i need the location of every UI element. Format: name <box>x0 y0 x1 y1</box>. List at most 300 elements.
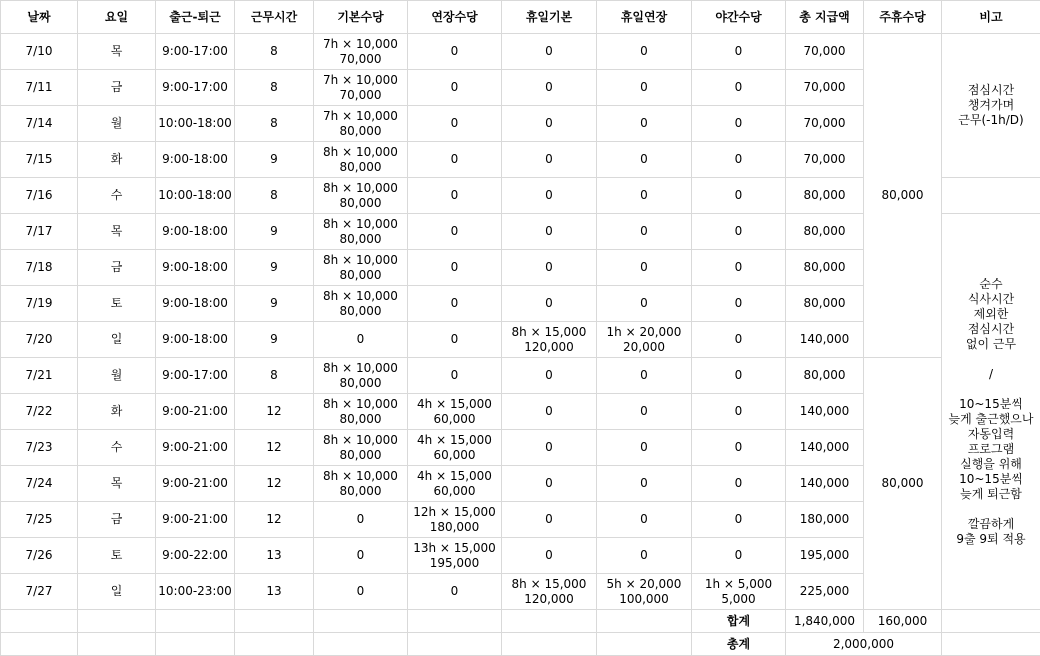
work-hours-cell[interactable] <box>235 502 314 538</box>
empty-cell[interactable] <box>1 610 78 633</box>
basic-pay-cell[interactable] <box>314 106 408 142</box>
date-cell[interactable] <box>1 466 78 502</box>
empty-cell[interactable] <box>78 610 156 633</box>
holiday-basic-cell[interactable] <box>502 574 597 610</box>
cell-text: 0 <box>408 584 501 599</box>
basic-pay-cell[interactable] <box>314 286 408 322</box>
cell-text: 0 <box>408 224 501 239</box>
cell-text: 0 <box>502 548 596 563</box>
night-pay-cell[interactable] <box>692 430 786 466</box>
empty-cell[interactable] <box>502 610 597 633</box>
cell-text: 7/15 <box>1 152 77 167</box>
cell-text: 제외한 <box>942 307 1040 322</box>
date-cell[interactable] <box>1 502 78 538</box>
empty-cell[interactable] <box>408 633 502 656</box>
holiday-basic-cell[interactable] <box>502 250 597 286</box>
cell-text: 0 <box>408 260 501 275</box>
note-cell-main[interactable] <box>942 214 1040 610</box>
work-time-cell[interactable] <box>156 106 235 142</box>
cell-text: 1h × 20,000 <box>597 325 691 340</box>
overtime-pay-cell[interactable] <box>408 322 502 358</box>
cell-text <box>942 502 1040 517</box>
holiday-overtime-cell[interactable] <box>597 34 692 70</box>
holiday-basic-cell[interactable] <box>502 358 597 394</box>
date-cell[interactable] <box>1 142 78 178</box>
holiday-basic-cell[interactable] <box>502 178 597 214</box>
empty-cell[interactable] <box>408 610 502 633</box>
work-hours-cell[interactable] <box>235 394 314 430</box>
cell-text: 70,000 <box>786 152 863 167</box>
weekly-allowance-cell[interactable] <box>864 34 942 358</box>
total-pay-cell[interactable] <box>786 214 864 250</box>
cell-text: 0 <box>314 548 407 563</box>
cell-text: 8h × 10,000 <box>314 469 407 484</box>
basic-pay-cell[interactable] <box>314 214 408 250</box>
cell-text: 7/21 <box>1 368 77 383</box>
holiday-overtime-cell[interactable] <box>597 502 692 538</box>
night-pay-cell[interactable] <box>692 106 786 142</box>
cell-text: 7h × 10,000 <box>314 109 407 124</box>
cell-text: 0 <box>502 188 596 203</box>
cell-text: 0 <box>502 224 596 239</box>
holiday-basic-cell[interactable] <box>502 286 597 322</box>
cell-text: 120,000 <box>502 340 596 355</box>
holiday-basic-cell[interactable] <box>502 34 597 70</box>
cell-text: 0 <box>597 260 691 275</box>
night-pay-cell[interactable] <box>692 394 786 430</box>
total-pay-cell[interactable] <box>786 34 864 70</box>
cell-text: 10~15분씩 <box>942 472 1040 487</box>
day-cell[interactable] <box>78 466 156 502</box>
night-pay-cell[interactable] <box>692 34 786 70</box>
empty-cell[interactable] <box>942 633 1040 656</box>
night-pay-cell[interactable] <box>692 574 786 610</box>
basic-pay-cell[interactable] <box>314 466 408 502</box>
empty-cell[interactable] <box>235 610 314 633</box>
header-cell[interactable]: 휴일기본 <box>502 1 597 34</box>
cell-text: 7/27 <box>1 584 77 599</box>
holiday-overtime-cell[interactable] <box>597 538 692 574</box>
subtotal-weekly[interactable] <box>864 610 942 633</box>
subtotal-total[interactable] <box>786 610 864 633</box>
cell-text: 0 <box>692 44 785 59</box>
holiday-overtime-cell[interactable] <box>597 430 692 466</box>
date-cell[interactable] <box>1 178 78 214</box>
total-pay-cell[interactable] <box>786 430 864 466</box>
cell-text: 목 <box>78 224 155 239</box>
cell-text: 80,000 <box>314 160 407 175</box>
work-hours-cell[interactable] <box>235 358 314 394</box>
day-cell[interactable] <box>78 358 156 394</box>
day-cell[interactable] <box>78 106 156 142</box>
cell-text <box>942 352 1040 367</box>
day-cell[interactable] <box>78 286 156 322</box>
header-cell[interactable]: 기본수당 <box>314 1 408 34</box>
total-pay-cell[interactable] <box>786 358 864 394</box>
basic-pay-cell[interactable] <box>314 358 408 394</box>
cell-text: 5,000 <box>692 592 785 607</box>
holiday-overtime-cell[interactable] <box>597 106 692 142</box>
holiday-overtime-cell[interactable] <box>597 70 692 106</box>
cell-text: 8 <box>235 188 313 203</box>
holiday-basic-cell[interactable] <box>502 502 597 538</box>
date-cell[interactable] <box>1 322 78 358</box>
overtime-pay-cell[interactable] <box>408 142 502 178</box>
cell-text: 0 <box>502 260 596 275</box>
night-pay-cell[interactable] <box>692 322 786 358</box>
work-hours-cell[interactable] <box>235 106 314 142</box>
cell-text: 0 <box>692 440 785 455</box>
cell-text: 0 <box>692 116 785 131</box>
cell-text: 0 <box>692 152 785 167</box>
cell-text: 12 <box>235 476 313 491</box>
date-cell[interactable] <box>1 250 78 286</box>
cell-text: 8h × 10,000 <box>314 433 407 448</box>
note-cell-empty[interactable] <box>942 178 1040 214</box>
holiday-overtime-cell[interactable] <box>597 250 692 286</box>
cell-text: 80,000 <box>864 188 941 203</box>
overtime-pay-cell[interactable] <box>408 178 502 214</box>
cell-text: 70,000 <box>786 44 863 59</box>
overtime-pay-cell[interactable] <box>408 538 502 574</box>
cell-text: 순수 <box>942 277 1040 292</box>
cell-text: 1,840,000 <box>786 614 863 629</box>
total-pay-cell[interactable] <box>786 322 864 358</box>
cell-text: 없이 근무 <box>942 337 1040 352</box>
work-hours-cell[interactable] <box>235 322 314 358</box>
basic-pay-cell[interactable] <box>314 178 408 214</box>
cell-text: 70,000 <box>786 80 863 95</box>
cell-text: 8h × 10,000 <box>314 289 407 304</box>
cell-text: 0 <box>597 44 691 59</box>
holiday-basic-cell[interactable] <box>502 466 597 502</box>
cell-text: 늦게 출근했으나 <box>942 412 1040 427</box>
work-time-cell[interactable] <box>156 358 235 394</box>
overtime-pay-cell[interactable] <box>408 106 502 142</box>
date-cell[interactable] <box>1 70 78 106</box>
cell-text: 9:00-18:00 <box>156 152 234 167</box>
cell-text: 140,000 <box>786 476 863 491</box>
work-hours-cell[interactable] <box>235 214 314 250</box>
cell-text: 9:00-18:00 <box>156 260 234 275</box>
overtime-pay-cell[interactable] <box>408 394 502 430</box>
cell-text: 80,000 <box>314 304 407 319</box>
date-cell[interactable] <box>1 286 78 322</box>
total-pay-cell[interactable] <box>786 574 864 610</box>
night-pay-cell[interactable] <box>692 250 786 286</box>
total-pay-cell[interactable] <box>786 142 864 178</box>
work-time-cell[interactable] <box>156 394 235 430</box>
header-cell[interactable]: 요일 <box>78 1 156 34</box>
basic-pay-cell[interactable] <box>314 322 408 358</box>
total-pay-cell[interactable] <box>786 502 864 538</box>
cell-text: 0 <box>502 512 596 527</box>
holiday-overtime-cell[interactable] <box>597 322 692 358</box>
day-cell[interactable] <box>78 574 156 610</box>
holiday-basic-cell[interactable] <box>502 106 597 142</box>
work-time-cell[interactable] <box>156 286 235 322</box>
cell-text: 9:00-21:00 <box>156 404 234 419</box>
holiday-basic-cell[interactable] <box>502 430 597 466</box>
night-pay-cell[interactable] <box>692 358 786 394</box>
basic-pay-cell[interactable] <box>314 394 408 430</box>
empty-cell[interactable] <box>156 610 235 633</box>
work-hours-cell[interactable] <box>235 250 314 286</box>
cell-text: 12 <box>235 440 313 455</box>
cell-text: 0 <box>314 332 407 347</box>
cell-text <box>942 382 1040 397</box>
cell-text: 8h × 10,000 <box>314 217 407 232</box>
cell-text: 0 <box>692 404 785 419</box>
cell-text: 13 <box>235 548 313 563</box>
cell-text: 80,000 <box>314 124 407 139</box>
cell-text: 7/24 <box>1 476 77 491</box>
basic-pay-cell[interactable] <box>314 142 408 178</box>
day-cell[interactable] <box>78 34 156 70</box>
holiday-overtime-cell[interactable] <box>597 214 692 250</box>
night-pay-cell[interactable] <box>692 142 786 178</box>
work-time-cell[interactable] <box>156 214 235 250</box>
header-cell[interactable]: 연장수당 <box>408 1 502 34</box>
basic-pay-cell[interactable] <box>314 574 408 610</box>
work-time-cell[interactable] <box>156 322 235 358</box>
work-hours-cell[interactable] <box>235 466 314 502</box>
overtime-pay-cell[interactable] <box>408 250 502 286</box>
holiday-basic-cell[interactable] <box>502 322 597 358</box>
work-time-cell[interactable] <box>156 466 235 502</box>
cell-text: 140,000 <box>786 440 863 455</box>
date-cell[interactable] <box>1 34 78 70</box>
cell-text: 0 <box>692 476 785 491</box>
cell-text: 80,000 <box>314 268 407 283</box>
overtime-pay-cell[interactable] <box>408 466 502 502</box>
day-cell[interactable] <box>78 178 156 214</box>
cell-text: 80,000 <box>314 448 407 463</box>
cell-text: 8 <box>235 44 313 59</box>
note-cell-lunch[interactable] <box>942 34 1040 178</box>
day-cell[interactable] <box>78 430 156 466</box>
work-hours-cell[interactable] <box>235 286 314 322</box>
cell-text: 9:00-18:00 <box>156 332 234 347</box>
night-pay-cell[interactable] <box>692 178 786 214</box>
cell-text: 깔끔하게 <box>942 517 1040 532</box>
date-cell[interactable] <box>1 214 78 250</box>
date-cell[interactable] <box>1 394 78 430</box>
day-cell[interactable] <box>78 322 156 358</box>
night-pay-cell[interactable] <box>692 466 786 502</box>
work-time-cell[interactable] <box>156 250 235 286</box>
day-cell[interactable] <box>78 142 156 178</box>
header-cell[interactable]: 비고 <box>942 1 1040 34</box>
basic-pay-cell[interactable] <box>314 430 408 466</box>
cell-text: 4h × 15,000 <box>408 397 501 412</box>
holiday-overtime-cell[interactable] <box>597 178 692 214</box>
weekly-allowance-cell[interactable] <box>864 358 942 610</box>
header-cell[interactable]: 총 지급액 <box>786 1 864 34</box>
cell-text: 60,000 <box>408 448 501 463</box>
grand-total-label[interactable] <box>692 633 786 656</box>
overtime-pay-cell[interactable] <box>408 70 502 106</box>
empty-cell[interactable] <box>502 633 597 656</box>
cell-text: 70,000 <box>314 88 407 103</box>
holiday-basic-cell[interactable] <box>502 214 597 250</box>
cell-text: 80,000 <box>786 368 863 383</box>
overtime-pay-cell[interactable] <box>408 502 502 538</box>
cell-text: 60,000 <box>408 484 501 499</box>
work-hours-cell[interactable] <box>235 70 314 106</box>
work-time-cell[interactable] <box>156 178 235 214</box>
overtime-pay-cell[interactable] <box>408 214 502 250</box>
holiday-basic-cell[interactable] <box>502 70 597 106</box>
holiday-overtime-cell[interactable] <box>597 286 692 322</box>
cell-text: 0 <box>597 476 691 491</box>
cell-text: 80,000 <box>314 376 407 391</box>
holiday-overtime-cell[interactable] <box>597 574 692 610</box>
holiday-basic-cell[interactable] <box>502 142 597 178</box>
cell-text: 9:00-17:00 <box>156 44 234 59</box>
empty-cell[interactable] <box>78 633 156 656</box>
day-cell[interactable] <box>78 502 156 538</box>
cell-text: 늦게 퇴근함 <box>942 487 1040 502</box>
work-hours-cell[interactable] <box>235 538 314 574</box>
work-time-cell[interactable] <box>156 430 235 466</box>
cell-text: 0 <box>597 80 691 95</box>
total-pay-cell[interactable] <box>786 394 864 430</box>
date-cell[interactable] <box>1 106 78 142</box>
day-cell[interactable] <box>78 70 156 106</box>
day-cell[interactable] <box>78 214 156 250</box>
work-time-cell[interactable] <box>156 70 235 106</box>
subtotal-label[interactable] <box>692 610 786 633</box>
basic-pay-cell[interactable] <box>314 250 408 286</box>
header-cell[interactable]: 근무시간 <box>235 1 314 34</box>
empty-cell[interactable] <box>597 610 692 633</box>
holiday-overtime-cell[interactable] <box>597 358 692 394</box>
date-cell[interactable] <box>1 574 78 610</box>
holiday-overtime-cell[interactable] <box>597 466 692 502</box>
empty-cell[interactable] <box>1 633 78 656</box>
cell-text: 7/19 <box>1 296 77 311</box>
empty-cell[interactable] <box>942 610 1040 633</box>
header-cell[interactable]: 주휴수당 <box>864 1 942 34</box>
cell-text: 화 <box>78 404 155 419</box>
cell-text: 0 <box>597 512 691 527</box>
basic-pay-cell[interactable] <box>314 70 408 106</box>
work-hours-cell[interactable] <box>235 142 314 178</box>
total-pay-cell[interactable] <box>786 538 864 574</box>
subtotal-row <box>1 610 1040 633</box>
header-cell[interactable]: 출근-퇴근 <box>156 1 235 34</box>
cell-text: 180,000 <box>408 520 501 535</box>
overtime-pay-cell[interactable] <box>408 34 502 70</box>
night-pay-cell[interactable] <box>692 538 786 574</box>
date-cell[interactable] <box>1 358 78 394</box>
total-pay-cell[interactable] <box>786 286 864 322</box>
header-cell[interactable]: 날짜 <box>1 1 78 34</box>
cell-text: 0 <box>692 368 785 383</box>
cell-text: 7/14 <box>1 116 77 131</box>
cell-text: 8h × 10,000 <box>314 253 407 268</box>
total-pay-cell[interactable] <box>786 466 864 502</box>
work-hours-cell[interactable] <box>235 574 314 610</box>
holiday-overtime-cell[interactable] <box>597 394 692 430</box>
overtime-pay-cell[interactable] <box>408 430 502 466</box>
cell-text: 80,000 <box>314 232 407 247</box>
cell-text: 일 <box>78 332 155 347</box>
total-pay-cell[interactable] <box>786 250 864 286</box>
cell-text: 식사시간 <box>942 292 1040 307</box>
cell-text: 점심시간 <box>942 322 1040 337</box>
cell-text: 10:00-23:00 <box>156 584 234 599</box>
work-hours-cell[interactable] <box>235 178 314 214</box>
date-cell[interactable] <box>1 538 78 574</box>
work-time-cell[interactable] <box>156 574 235 610</box>
cell-text: 7/20 <box>1 332 77 347</box>
basic-pay-cell[interactable] <box>314 34 408 70</box>
day-cell[interactable] <box>78 394 156 430</box>
work-time-cell[interactable] <box>156 142 235 178</box>
empty-cell[interactable] <box>156 633 235 656</box>
cell-text: 토 <box>78 296 155 311</box>
overtime-pay-cell[interactable] <box>408 286 502 322</box>
cell-text: 일 <box>78 584 155 599</box>
work-time-cell[interactable] <box>156 502 235 538</box>
cell-text: 0 <box>692 548 785 563</box>
cell-text: 80,000 <box>786 260 863 275</box>
cell-text: 근무(-1h/D) <box>942 113 1040 128</box>
work-hours-cell[interactable] <box>235 430 314 466</box>
empty-cell[interactable] <box>235 633 314 656</box>
day-cell[interactable] <box>78 538 156 574</box>
overtime-pay-cell[interactable] <box>408 358 502 394</box>
cell-text: 0 <box>597 440 691 455</box>
empty-cell[interactable] <box>597 633 692 656</box>
night-pay-cell[interactable] <box>692 286 786 322</box>
basic-pay-cell[interactable] <box>314 538 408 574</box>
work-time-cell[interactable] <box>156 538 235 574</box>
cell-text: 160,000 <box>864 614 941 629</box>
header-cell[interactable]: 휴일연장 <box>597 1 692 34</box>
empty-cell[interactable] <box>314 610 408 633</box>
cell-text: 12 <box>235 404 313 419</box>
cell-text: 9:00-21:00 <box>156 512 234 527</box>
overtime-pay-cell[interactable] <box>408 574 502 610</box>
cell-text: 10~15분씩 <box>942 397 1040 412</box>
work-hours-cell[interactable] <box>235 34 314 70</box>
cell-text: 목 <box>78 44 155 59</box>
cell-text: 0 <box>502 116 596 131</box>
cell-text: 9 <box>235 152 313 167</box>
night-pay-cell[interactable] <box>692 502 786 538</box>
day-cell[interactable] <box>78 250 156 286</box>
date-cell[interactable] <box>1 430 78 466</box>
work-time-cell[interactable] <box>156 34 235 70</box>
total-pay-cell[interactable] <box>786 70 864 106</box>
night-pay-cell[interactable] <box>692 214 786 250</box>
header-cell[interactable]: 야간수당 <box>692 1 786 34</box>
holiday-overtime-cell[interactable] <box>597 142 692 178</box>
holiday-basic-cell[interactable] <box>502 394 597 430</box>
total-pay-cell[interactable] <box>786 106 864 142</box>
cell-text: 9:00-17:00 <box>156 368 234 383</box>
basic-pay-cell[interactable] <box>314 502 408 538</box>
empty-cell[interactable] <box>314 633 408 656</box>
holiday-basic-cell[interactable] <box>502 538 597 574</box>
night-pay-cell[interactable] <box>692 70 786 106</box>
grand-total-value[interactable] <box>786 633 942 656</box>
cell-text: 0 <box>692 332 785 347</box>
total-pay-cell[interactable] <box>786 178 864 214</box>
